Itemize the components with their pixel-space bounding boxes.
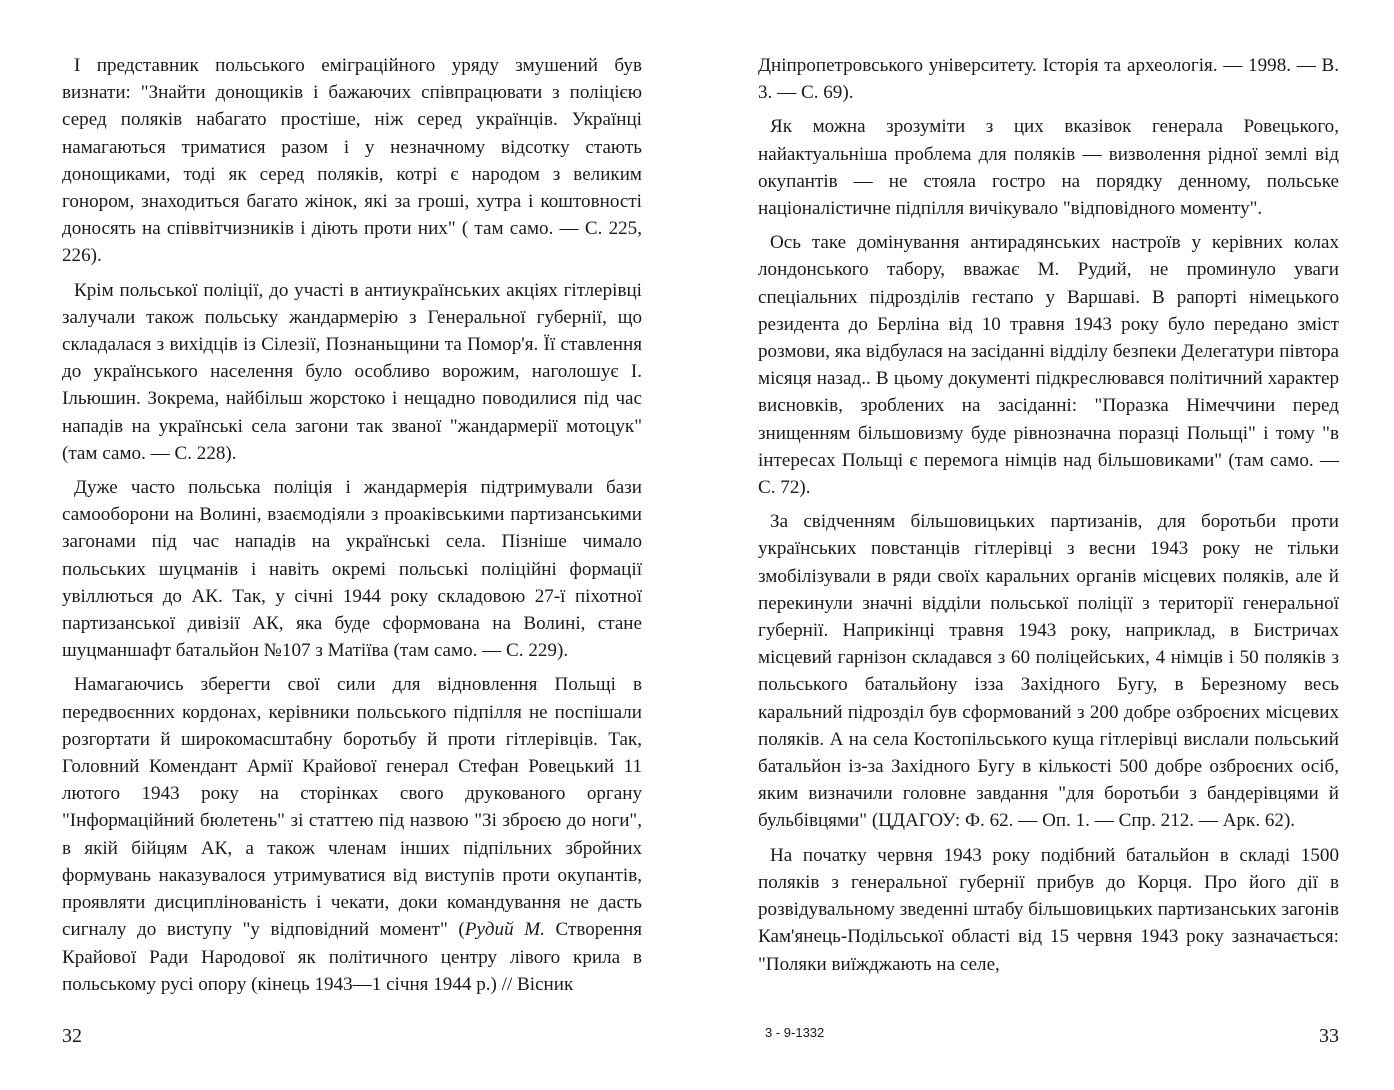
paragraph: На початку червня 1943 року подібний батальйон в складі 1500 поляків з генеральної губернії прибув до Корця. Про його дії в розвідувальному зведенні штабу більшовицьких партизанських загонів Кам'янець-Подільської області від 15 червня 1943 року зазначається: "Поляки виїжджають на селе, <box>758 844 1339 975</box>
paragraph: Дуже часто польська поліція і жандармерія підтримували бази самооборони на Волині, взаємодіяли з проаківськими партизанськими загонами під час нападів на українські села. Пізніше чимало польських шуцманів і навіть окремі польські поліційні формації увіллються до АК. Так, у січні 1944 року складовою 27-ї піхотної партизанської дивізії АК, яка буде сформована на Волині, стане шуцманшафт батальйон №107 з Матіїва (там само. — С. 229). <box>62 477 642 662</box>
paragraph: І представник польського еміграційного уряду змушений був визнати: "Знайти донощиків і бажаючих співпрацювати з поліцією серед поляків набагато простіше, ніж серед українців. Українці намагаються триматися разом і у незначному відсотку стають донощиками, тоді як серед поляків, котрі є народом з великим гонором, знаходиться багато жінок, які за гроші, хутра і коштовності доносять на співвітчизників і діють проти них" ( там само. — С. 225, 226). <box>62 55 642 267</box>
paragraph: Як можна зрозуміти з цих вказівок генерала Ровецького, найактуальніша проблема для поляків — визволення рідної землі від окупантів — не стояла гостро на порядку денному, польське націоналістичне підпілля вичікувало "відповідного моменту". <box>758 116 1339 220</box>
page-number-right: 33 <box>1319 1025 1339 1047</box>
paragraph: Крім польської поліції, до участі в антиукраїнських акціях гітлерівці залучали також польську жандармерію з Генеральної губернії, що складалася з вихідців із Сілезії, Познаньщини та Помор'я. Її ставлення до українського населення було особливо ворожим, наголошує І. Ільюшин. Зокрема, найбільш жорстоко і нещадно поводилися під час нападів на українські села загони так званої "жандармерії мотоцук" (там само. — С. 228). <box>62 279 642 464</box>
printer-signature: 3 - 9-1332 <box>765 1025 825 1040</box>
paragraph-text: Створення Крайової Ради Народової як політичного центру лівого крила в польському русі опору (кінець 1943—1 січня 1944 р.) // Вісник <box>62 919 642 995</box>
page-number-left: 32 <box>62 1025 82 1047</box>
paragraph: За свідченням більшовицьких партизанів, для боротьби проти українських повстанців гітлерівці з весни 1943 року не тільки змобілізували в ряди своїх каральних органів місцевих поляків, але й перекинули значні відділи польської поліції з території генеральної губернії. Наприкінці травня 1943 року, наприклад, в Бистричах місцевий гарнізон складався з 60 поліцейських, 4 німців і 50 поляків з польського батальйону ізза Західного Бугу, в Березному весь каральний підрозділ був сформований з 200 добре озброєних місцевих поляків. А на села Костопільського куща гітлерівці вислали польський батальйон із-за Західного Бугу в кількості 500 добре озброєних осіб, яким визначили головне завдання "для боротьби з бандерівцями й бульбівцями" (ЦДАГОУ: Ф. 62. — Оп. 1. — Спр. 212. — Арк. 62). <box>758 511 1339 832</box>
paragraph-text: Намагаючись зберегти свої сили для відновлення Польщі в передвоєнних кордонах, керівники польського підпілля не поспішали розгортати й широкомасштабну боротьбу й проти гітлерівців. Так, Головний Комендант Армії Крайової генерал Стефан Ровецький 11 лютого 1943 року на сторінках свого друкованого органу "Інформаційний бюлетень" зі статтею під назвою "Зі зброєю до ноги", в якій бійцям АК, а також членам інших підпільних збройних формувань наказувалося утримуватися від виступів проти окупантів, проявляти дисциплінованість і чекати, доки командування не дасть сигналу до виступу "у відповідний момент" ( <box>62 674 642 941</box>
author-citation: Рудий М. <box>464 919 545 941</box>
paragraph <box>62 671 642 997</box>
right-page <box>697 0 1394 1090</box>
paragraph: Ось таке домінування антирадянських настроїв у керівних колах лондонського табору, вважає М. Рудий, не проминуло уваги спеціальних підрозділів гестапо у Варшаві. В рапорті німецького резидента до Берліна від 10 травня 1943 року було передано зміст розмови, яка відбулася на засіданні відділу безпеки Делегатури півтора місяця назад.. В цьому документі підкреслювався політичний характер висновків, зроблених на засіданні: "Поразка Німеччини перед знищенням більшовизму буде рівнозначна поразці Польщі" і тому "в інтересах Польщі є перемога німців над більшовиками" (там само. —С. 72). <box>758 232 1339 499</box>
paragraph: Дніпропетровського університету. Історія та археологія. — 1998. — В. 3. — С. 69). <box>758 55 1339 104</box>
